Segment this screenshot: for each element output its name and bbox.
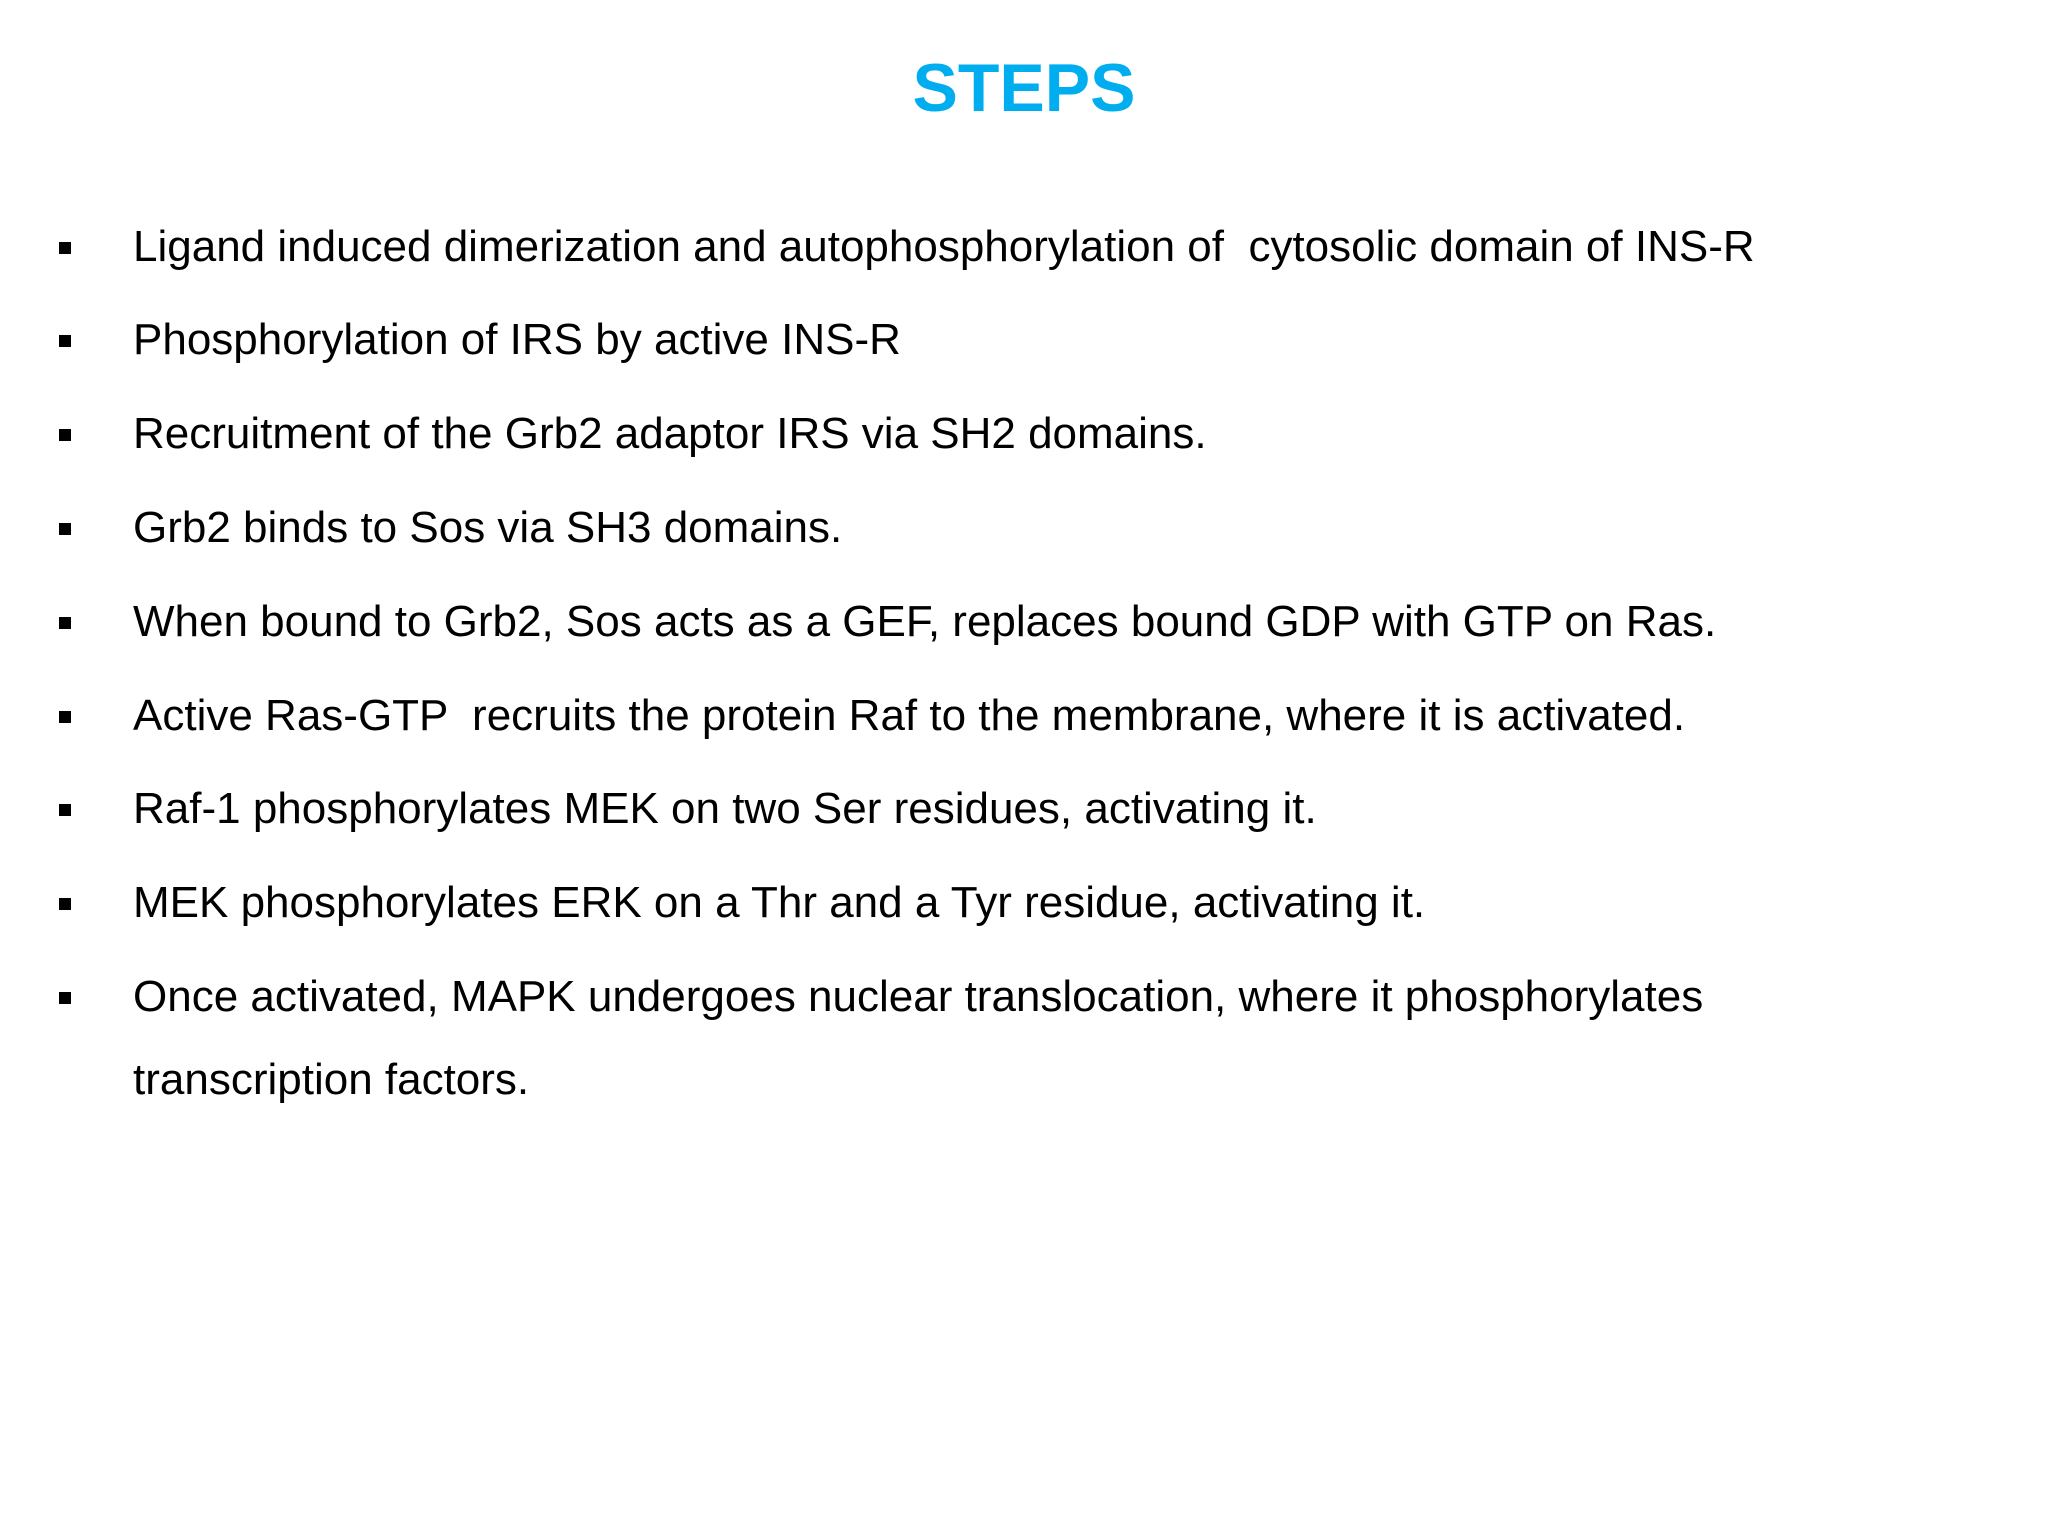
slide-title: STEPS (912, 50, 1136, 126)
square-bullet-icon (59, 335, 71, 347)
square-bullet-icon (59, 898, 71, 910)
list-item-text: Recruitment of the Grb2 adaptor IRS via SH2 domains. (133, 409, 1207, 458)
square-bullet-icon (59, 523, 71, 535)
list-item-text: Once activated, MAPK undergoes nuclear translocation, where it phosphorylates transcription factors. (133, 972, 1716, 1104)
list-item-text: Phosphorylation of IRS by active INS-R (133, 315, 901, 364)
list-item-text: When bound to Grb2, Sos acts as a GEF, replaces bound GDP with GTP on Ras. (133, 597, 1717, 646)
square-bullet-icon (59, 242, 71, 254)
list-item-text: MEK phosphorylates ERK on a Thr and a Tyr residue, activating it. (133, 878, 1426, 927)
list-item-text: Ligand induced dimerization and autophosphorylation of cytosolic domain of INS-R (133, 222, 1755, 271)
list-item-text: Active Ras-GTP recruits the protein Raf to the membrane, where it is activated. (133, 691, 1686, 740)
square-bullet-icon (59, 804, 71, 816)
square-bullet-icon (59, 429, 71, 441)
square-bullet-icon (59, 711, 71, 723)
list-item-text: Raf-1 phosphorylates MEK on two Ser residues, activating it. (133, 784, 1317, 833)
square-bullet-icon (59, 992, 71, 1004)
square-bullet-icon (59, 617, 71, 629)
list-item-text: Grb2 binds to Sos via SH3 domains. (133, 503, 843, 552)
